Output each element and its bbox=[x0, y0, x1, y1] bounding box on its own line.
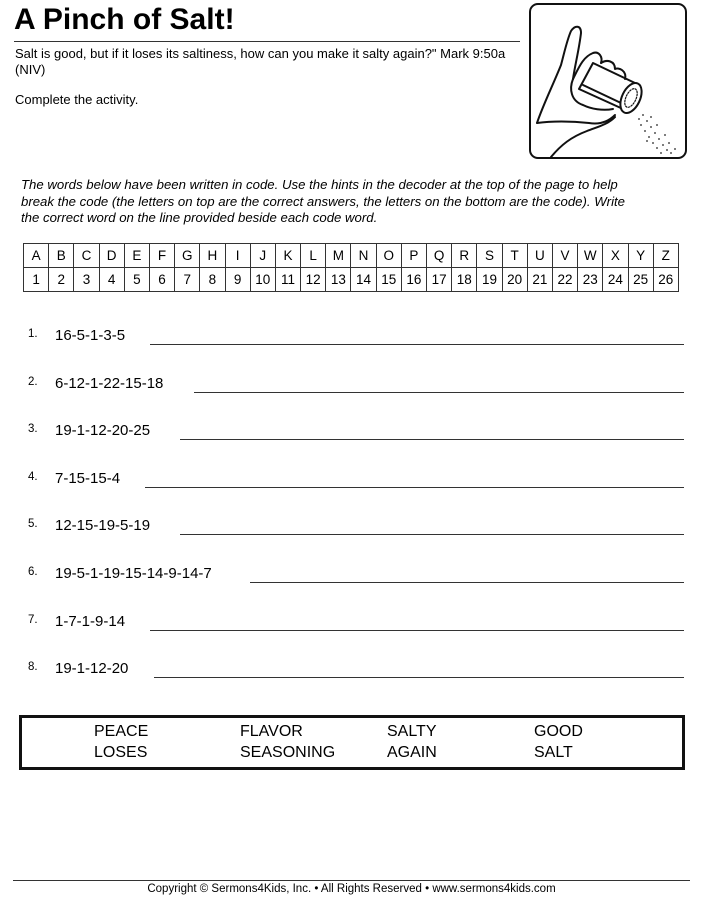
decoder-number-cell: 23 bbox=[578, 268, 603, 292]
answer-line[interactable] bbox=[250, 582, 684, 583]
code-word: 12-15-19-5-19 bbox=[55, 517, 151, 535]
decoder-letter-cell: T bbox=[502, 244, 527, 268]
word-bank-item: AGAIN bbox=[387, 744, 437, 761]
word-bank-item: SALT bbox=[534, 744, 573, 761]
activity-instructions: The words below have been written in code. Use the hints in the decoder at the top of the page to help break the code (the letters on top are the correct answers, the letters on the bottom are the code). Write the correct word on the line provided beside each code word. bbox=[21, 177, 626, 225]
decoder-letter-cell: B bbox=[49, 244, 74, 268]
decoder-letter-cell: Z bbox=[653, 244, 678, 268]
decoder-number-cell: 25 bbox=[628, 268, 653, 292]
decoder-number-cell: 1 bbox=[24, 268, 49, 292]
decoder-letter-cell: P bbox=[401, 244, 426, 268]
decoder-number-cell: 4 bbox=[99, 268, 124, 292]
code-word: 19-5-1-19-15-14-9-14-7 bbox=[55, 565, 212, 582]
question-number: 2. bbox=[28, 375, 38, 388]
question-number: 5. bbox=[28, 518, 38, 531]
decoder-number-cell: 13 bbox=[326, 268, 351, 292]
code-word: 1-7-1-9-14 bbox=[55, 612, 126, 630]
decoder-number-cell: 15 bbox=[376, 268, 401, 292]
question-number: 1. bbox=[28, 328, 38, 340]
question-number: 6. bbox=[28, 566, 38, 578]
word-bank-item: SALTY bbox=[387, 723, 437, 740]
question-row bbox=[0, 470, 703, 500]
decoder-letter-cell: E bbox=[124, 244, 149, 268]
decoder-number-cell: 24 bbox=[603, 268, 628, 292]
decoder-number-cell: 21 bbox=[527, 268, 552, 292]
word-bank-item: PEACE bbox=[94, 723, 149, 740]
decoder-number-cell: 5 bbox=[124, 268, 149, 292]
decoder-letter-cell: C bbox=[74, 244, 99, 268]
decoder-number-cell: 9 bbox=[225, 268, 250, 292]
decoder-letter-cell: O bbox=[376, 244, 401, 268]
word-bank bbox=[19, 715, 685, 770]
code-word: 19-1-12-20 bbox=[55, 660, 129, 678]
question-row bbox=[0, 565, 703, 595]
decoder-number-cell: 10 bbox=[250, 268, 275, 292]
decoder-letter-cell: Q bbox=[427, 244, 452, 268]
decoder-letter-cell: S bbox=[477, 244, 502, 268]
decoder-number-cell: 16 bbox=[401, 268, 426, 292]
decoder-letter-cell: Y bbox=[628, 244, 653, 268]
decoder-letter-cell: J bbox=[250, 244, 275, 268]
question-row bbox=[0, 517, 703, 547]
code-word: 16-5-1-3-5 bbox=[55, 327, 126, 344]
question-number: 8. bbox=[28, 661, 38, 674]
question-row bbox=[0, 613, 703, 643]
decoder-letter-cell: L bbox=[301, 244, 326, 268]
decoder-number-cell: 7 bbox=[175, 268, 200, 292]
question-number: 3. bbox=[28, 423, 38, 436]
decoder-table bbox=[23, 243, 679, 292]
decoder-number-cell: 14 bbox=[351, 268, 376, 292]
code-word: 6-12-1-22-15-18 bbox=[55, 374, 164, 392]
decoder-number-cell: 20 bbox=[502, 268, 527, 292]
page-title: A Pinch of Salt! bbox=[14, 3, 235, 36]
answer-line[interactable] bbox=[180, 534, 684, 535]
short-instruction: Complete the activity. bbox=[15, 92, 139, 107]
decoder-letter-cell: N bbox=[351, 244, 376, 268]
decoder-letters-row bbox=[24, 244, 679, 268]
answer-line[interactable] bbox=[180, 439, 684, 440]
decoder-letter-cell: F bbox=[149, 244, 174, 268]
decoder-number-cell: 17 bbox=[427, 268, 452, 292]
decoder-letter-cell: R bbox=[452, 244, 477, 268]
code-word: 19-1-12-20-25 bbox=[55, 422, 151, 440]
question-row bbox=[0, 660, 703, 690]
word-bank-item: GOOD bbox=[534, 723, 583, 740]
answer-line[interactable] bbox=[145, 487, 684, 488]
answer-line[interactable] bbox=[150, 344, 684, 345]
decoder-number-cell: 8 bbox=[200, 268, 225, 292]
decoder-letter-cell: G bbox=[175, 244, 200, 268]
decoder-letter-cell: H bbox=[200, 244, 225, 268]
decoder-number-cell: 26 bbox=[653, 268, 678, 292]
decoder-number-cell: 3 bbox=[74, 268, 99, 292]
decoder-letter-cell: W bbox=[578, 244, 603, 268]
word-bank-item: LOSES bbox=[94, 744, 148, 761]
word-bank-item: SEASONING bbox=[240, 744, 336, 761]
question-row bbox=[0, 422, 703, 452]
question-number: 7. bbox=[28, 613, 38, 626]
decoder-number-cell: 6 bbox=[149, 268, 174, 292]
decoder-letter-cell: I bbox=[225, 244, 250, 268]
word-bank-item: FLAVOR bbox=[240, 723, 303, 740]
answer-line[interactable] bbox=[150, 630, 684, 631]
decoder-letter-cell: D bbox=[99, 244, 124, 268]
decoder-number-cell: 2 bbox=[49, 268, 74, 292]
answer-line[interactable] bbox=[194, 392, 684, 393]
decoder-letter-cell: A bbox=[24, 244, 49, 268]
decoder-number-cell: 22 bbox=[552, 268, 577, 292]
decoder-letter-cell: K bbox=[275, 244, 300, 268]
decoder-number-cell: 18 bbox=[452, 268, 477, 292]
question-row bbox=[0, 375, 703, 405]
decoder-letter-cell: U bbox=[527, 244, 552, 268]
footer-divider bbox=[13, 880, 690, 881]
title-divider bbox=[14, 41, 520, 42]
code-word: 7-15-15-4 bbox=[55, 469, 121, 487]
decoder-number-cell: 19 bbox=[477, 268, 502, 292]
question-number: 4. bbox=[28, 470, 38, 483]
salt-shaker-illustration bbox=[529, 3, 687, 159]
decoder-letter-cell: V bbox=[552, 244, 577, 268]
bible-verse: Salt is good, but if it loses its saltiness, how can you make it salty again?" Mark 9:50a (NIV) bbox=[15, 46, 506, 77]
decoder-numbers-row bbox=[24, 268, 679, 292]
hand-salt-shaker-icon bbox=[531, 5, 685, 157]
decoder-number-cell: 12 bbox=[301, 268, 326, 292]
answer-line[interactable] bbox=[154, 677, 684, 678]
copyright-footer: Copyright © Sermons4Kids, Inc. • All Rights Reserved • www.sermons4kids.com bbox=[147, 883, 556, 895]
decoder-letter-cell: X bbox=[603, 244, 628, 268]
decoder-letter-cell: M bbox=[326, 244, 351, 268]
decoder-number-cell: 11 bbox=[275, 268, 300, 292]
question-row bbox=[0, 327, 703, 357]
